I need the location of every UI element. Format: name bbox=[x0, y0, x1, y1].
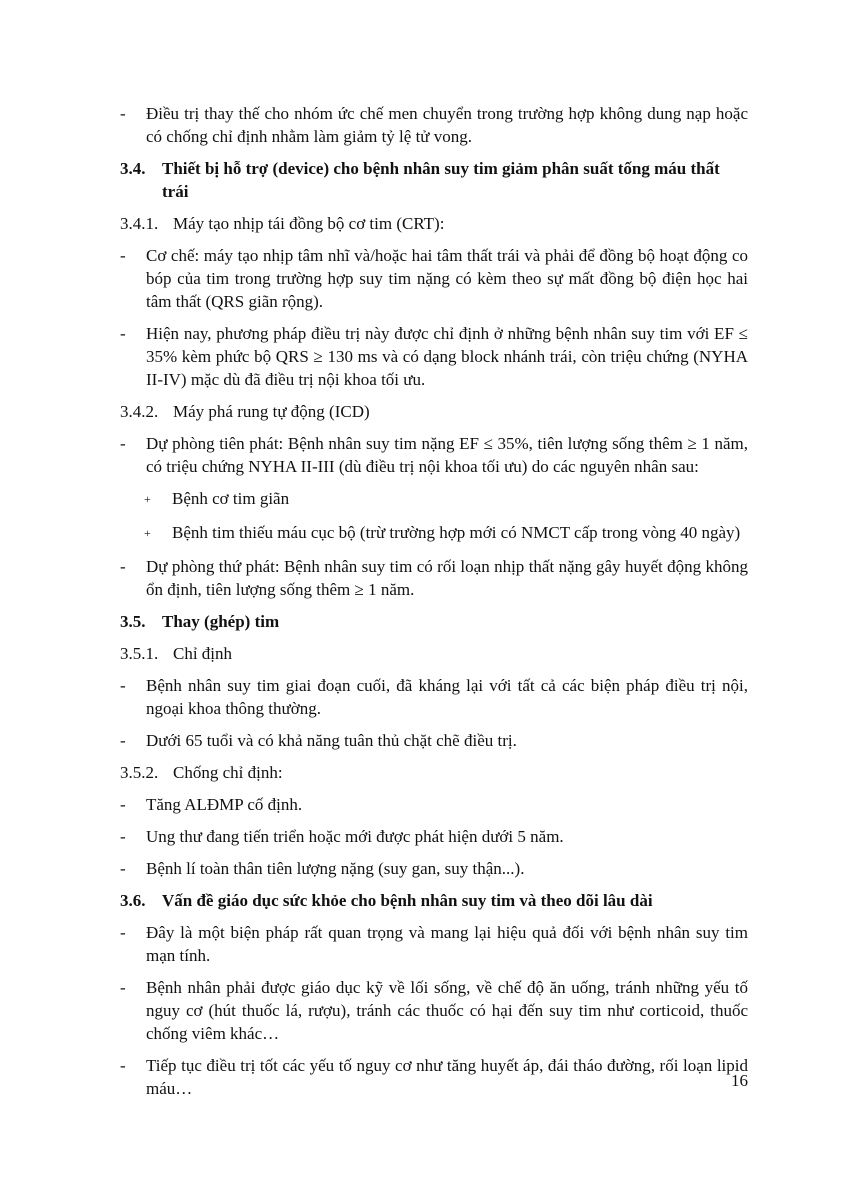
bullet-text: Dự phòng tiên phát: Bệnh nhân suy tim nặng EF ≤ 35%, tiên lượng sống thêm ≥ 1 năm, có triệu chứng NYHA II-III (dù điều trị nội khoa tối ưu) do các nguyên nhân sau: bbox=[146, 434, 748, 476]
bullet-text: Điều trị thay thế cho nhóm ức chế men chuyển trong trường hợp không dung nạp hoặc có chống chỉ định nhằm làm giảm tỷ lệ tử vong. bbox=[146, 104, 748, 146]
bullet-item bbox=[120, 244, 748, 313]
bullet-item bbox=[120, 729, 748, 752]
bullet-text: Tiếp tục điều trị tốt các yếu tố nguy cơ như tăng huyết áp, đái tháo đường, rối loạn lipid máu… bbox=[146, 1056, 748, 1098]
subsection-text: Máy phá rung tự động (ICD) bbox=[173, 402, 370, 421]
bullet-text: Ung thư đang tiến triển hoặc mới được phát hiện dưới 5 năm. bbox=[146, 827, 564, 846]
dash-marker: - bbox=[120, 827, 126, 846]
bullet-item bbox=[120, 921, 748, 967]
plus-text: Bệnh cơ tim giãn bbox=[172, 489, 290, 508]
bullet-item bbox=[120, 555, 748, 601]
dash-marker: - bbox=[120, 731, 126, 750]
dash-marker: - bbox=[120, 923, 126, 942]
plus-marker: + bbox=[144, 492, 151, 506]
bullet-text: Dưới 65 tuổi và có khả năng tuân thủ chặt chẽ điều trị. bbox=[146, 731, 517, 750]
bullet-item bbox=[120, 102, 748, 148]
dash-marker: - bbox=[120, 557, 126, 576]
dash-marker: - bbox=[120, 795, 126, 814]
dash-marker: - bbox=[120, 859, 126, 878]
dash-marker: - bbox=[120, 246, 126, 265]
plus-marker: + bbox=[144, 526, 151, 540]
subsection-text: Máy tạo nhịp tái đồng bộ cơ tim (CRT): bbox=[173, 214, 445, 233]
dash-marker: - bbox=[120, 978, 126, 997]
bullet-item bbox=[120, 857, 748, 880]
heading-number: 3.4. bbox=[120, 159, 146, 178]
subsection-3-5-2 bbox=[120, 761, 748, 784]
subsection-3-4-1 bbox=[120, 212, 748, 235]
dash-marker: - bbox=[120, 434, 126, 453]
subsection-number: 3.5.1. bbox=[120, 644, 159, 663]
bullet-text: Hiện nay, phương pháp điều trị này được chỉ định ở những bệnh nhân suy tim với EF ≤ 35% kèm phức bộ QRS ≥ 130 ms và có dạng block nhánh trái, còn triệu chứng (NYHA II-IV) mặc dù đã điều trị nội khoa tối ưu. bbox=[146, 324, 748, 389]
heading-number: 3.5. bbox=[120, 612, 146, 631]
bullet-item bbox=[120, 825, 748, 848]
subsection-3-4-2 bbox=[120, 400, 748, 423]
section-heading-3-4 bbox=[120, 157, 748, 203]
section-heading-3-6 bbox=[120, 889, 748, 912]
dash-marker: - bbox=[120, 676, 126, 695]
plus-text: Bệnh tim thiếu máu cục bộ (trừ trường hợp mới có NMCT cấp trong vòng 40 ngày) bbox=[172, 523, 741, 542]
dash-marker: - bbox=[120, 324, 126, 343]
subsection-3-5-1 bbox=[120, 642, 748, 665]
section-heading-3-5 bbox=[120, 610, 748, 633]
subsection-number: 3.4.1. bbox=[120, 214, 159, 233]
subsection-text: Chống chỉ định: bbox=[173, 763, 283, 782]
bullet-text: Cơ chế: máy tạo nhịp tâm nhĩ và/hoặc hai tâm thất trái và phải để đồng bộ hoạt động co bóp của tim trong trường hợp suy tim nặng có kèm theo sự mất đồng bộ điện học hai tâm thất (QRS giãn rộng). bbox=[146, 246, 748, 311]
bullet-item bbox=[120, 1054, 748, 1100]
bullet-text: Dự phòng thứ phát: Bệnh nhân suy tim có rối loạn nhịp thất nặng gây huyết động không ổn định, tiên lượng sống thêm ≥ 1 năm. bbox=[146, 557, 748, 599]
heading-text: Thay (ghép) tim bbox=[162, 612, 280, 631]
dash-marker: - bbox=[120, 104, 126, 123]
subsection-text: Chỉ định bbox=[173, 644, 233, 663]
bullet-item bbox=[120, 322, 748, 391]
plus-item bbox=[144, 521, 748, 546]
bullet-item bbox=[120, 674, 748, 720]
plus-item bbox=[144, 487, 748, 512]
heading-text: Vấn đề giáo dục sức khỏe cho bệnh nhân suy tim và theo dõi lâu dài bbox=[162, 891, 653, 910]
bullet-text: Bệnh nhân phải được giáo dục kỹ về lối sống, về chế độ ăn uống, tránh những yếu tố nguy cơ (hút thuốc lá, rượu), tránh các thuốc có hại đến suy tim như corticoid, thuốc chống viêm khác… bbox=[146, 978, 748, 1043]
bullet-text: Bệnh nhân suy tim giai đoạn cuối, đã kháng lại với tất cả các biện pháp điều trị nội, ngoại khoa thông thường. bbox=[146, 676, 748, 718]
subsection-number: 3.4.2. bbox=[120, 402, 159, 421]
subsection-number: 3.5.2. bbox=[120, 763, 159, 782]
bullet-item bbox=[120, 432, 748, 478]
dash-marker: - bbox=[120, 1056, 126, 1075]
page-number: 16 bbox=[731, 1071, 748, 1090]
bullet-text: Đây là một biện pháp rất quan trọng và mang lại hiệu quả đối với bệnh nhân suy tim mạn tính. bbox=[146, 923, 748, 965]
bullet-text: Bệnh lí toàn thân tiên lượng nặng (suy gan, suy thận...). bbox=[146, 859, 525, 878]
bullet-item bbox=[120, 793, 748, 816]
bullet-text: Tăng ALĐMP cố định. bbox=[146, 795, 303, 814]
heading-text: Thiết bị hỗ trợ (device) cho bệnh nhân suy tim giảm phân suất tống máu thất trái bbox=[162, 159, 720, 201]
bullet-item bbox=[120, 976, 748, 1045]
heading-number: 3.6. bbox=[120, 891, 146, 910]
